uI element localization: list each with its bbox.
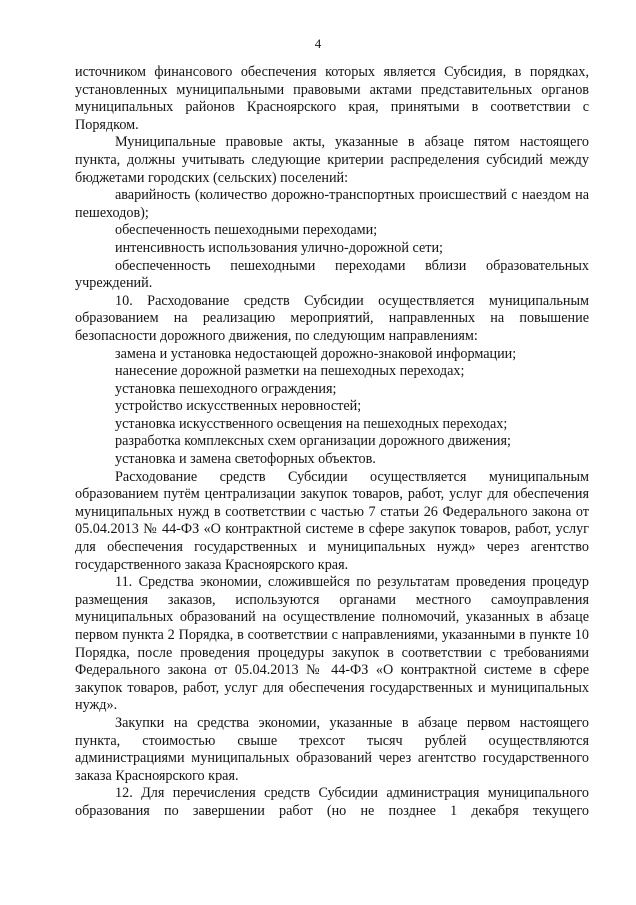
paragraph: Закупки на средства экономии, указанные в абзаце первом настоящего пункта, стоимостью свыше трехсот тысяч рублей осуществляются администрациями муниципальных образований через агентство государственного заказа Красноярского края. (75, 714, 589, 784)
direction-item: установка искусственного освещения на пешеходных переходах; (115, 415, 508, 432)
document-body (75, 64, 589, 821)
paragraph-10: 10. Расходование средств Субсидии осуществляется муниципальным образованием на реализацию мероприятий, направленных на повышение безопасности дорожного движения, по следующим направлениям: (75, 292, 589, 344)
direction-item: установка и замена светофорных объектов. (115, 451, 376, 468)
paragraph: Расходование средств Субсидии осуществляется муниципальным образованием путём централизации закупок товаров, работ, услуг для обеспечения муниципальных нужд в соответствии с частью 7 статьи 26 Федерального закона от 05.04.2013 № 44-ФЗ «О контрактной системе в сфере закупок товаров, работ, услуг для обеспечения государственных и муниципальных нужд» через агентство государственного заказа Красноярского края. (75, 468, 589, 573)
paragraph-11: 11. Средства экономии, сложившейся по результатам проведения процедур размещения заказов, используются органами местного самоуправления муниципальных образований на осуществление полномочий, указанных в абзаце первом пункта 2 Порядка, в соответствии с направлениями, указанными в пункте 10 Порядка, после проведения процедуры закупок в соответствии с требованиями Федерального закона от 05.04.2013 № 44-ФЗ «О контрактной системе в сфере закупок товаров, работ, услуг для обеспечения государственных и муниципальных нужд». (75, 574, 589, 714)
paragraph: источником финансового обеспечения которых является Субсидия, в порядках, установленных муниципальными правовыми актами представительных органов муниципальных районов Красноярского края, принятыми в соответствии с Порядком. (75, 64, 589, 133)
criteria-item: обеспеченность пешеходными переходами; (115, 222, 378, 239)
criteria-item: обеспеченность пешеходными переходами вблизи образовательных учреждений. (75, 257, 589, 292)
page-number: 4 (314, 36, 322, 51)
direction-item: нанесение дорожной разметки на пешеходных переходах; (115, 363, 465, 380)
paragraph-12: 12. Для перечисления средств Субсидии администрация муниципального образования по завершении работ (но не позднее 1 декабря текущего (75, 785, 589, 819)
direction-item: замена и установка недостающей дорожно-знаковой информации; (115, 345, 517, 362)
direction-item: разработка комплексных схем организации дорожного движения; (115, 433, 511, 450)
direction-item: устройство искусственных неровностей; (115, 398, 362, 415)
criteria-item: аварийность (количество дорожно-транспортных происшествий с наездом на пешеходов); (75, 187, 589, 221)
criteria-item: интенсивность использования улично-дорожной сети; (115, 239, 444, 256)
paragraph: Муниципальные правовые акты, указанные в абзаце пятом настоящего пункта, должны учитывать следующие критерии распределения субсидий между бюджетами городских (сельских) поселений: (75, 134, 589, 186)
direction-item: установка пешеходного ограждения; (115, 380, 337, 397)
